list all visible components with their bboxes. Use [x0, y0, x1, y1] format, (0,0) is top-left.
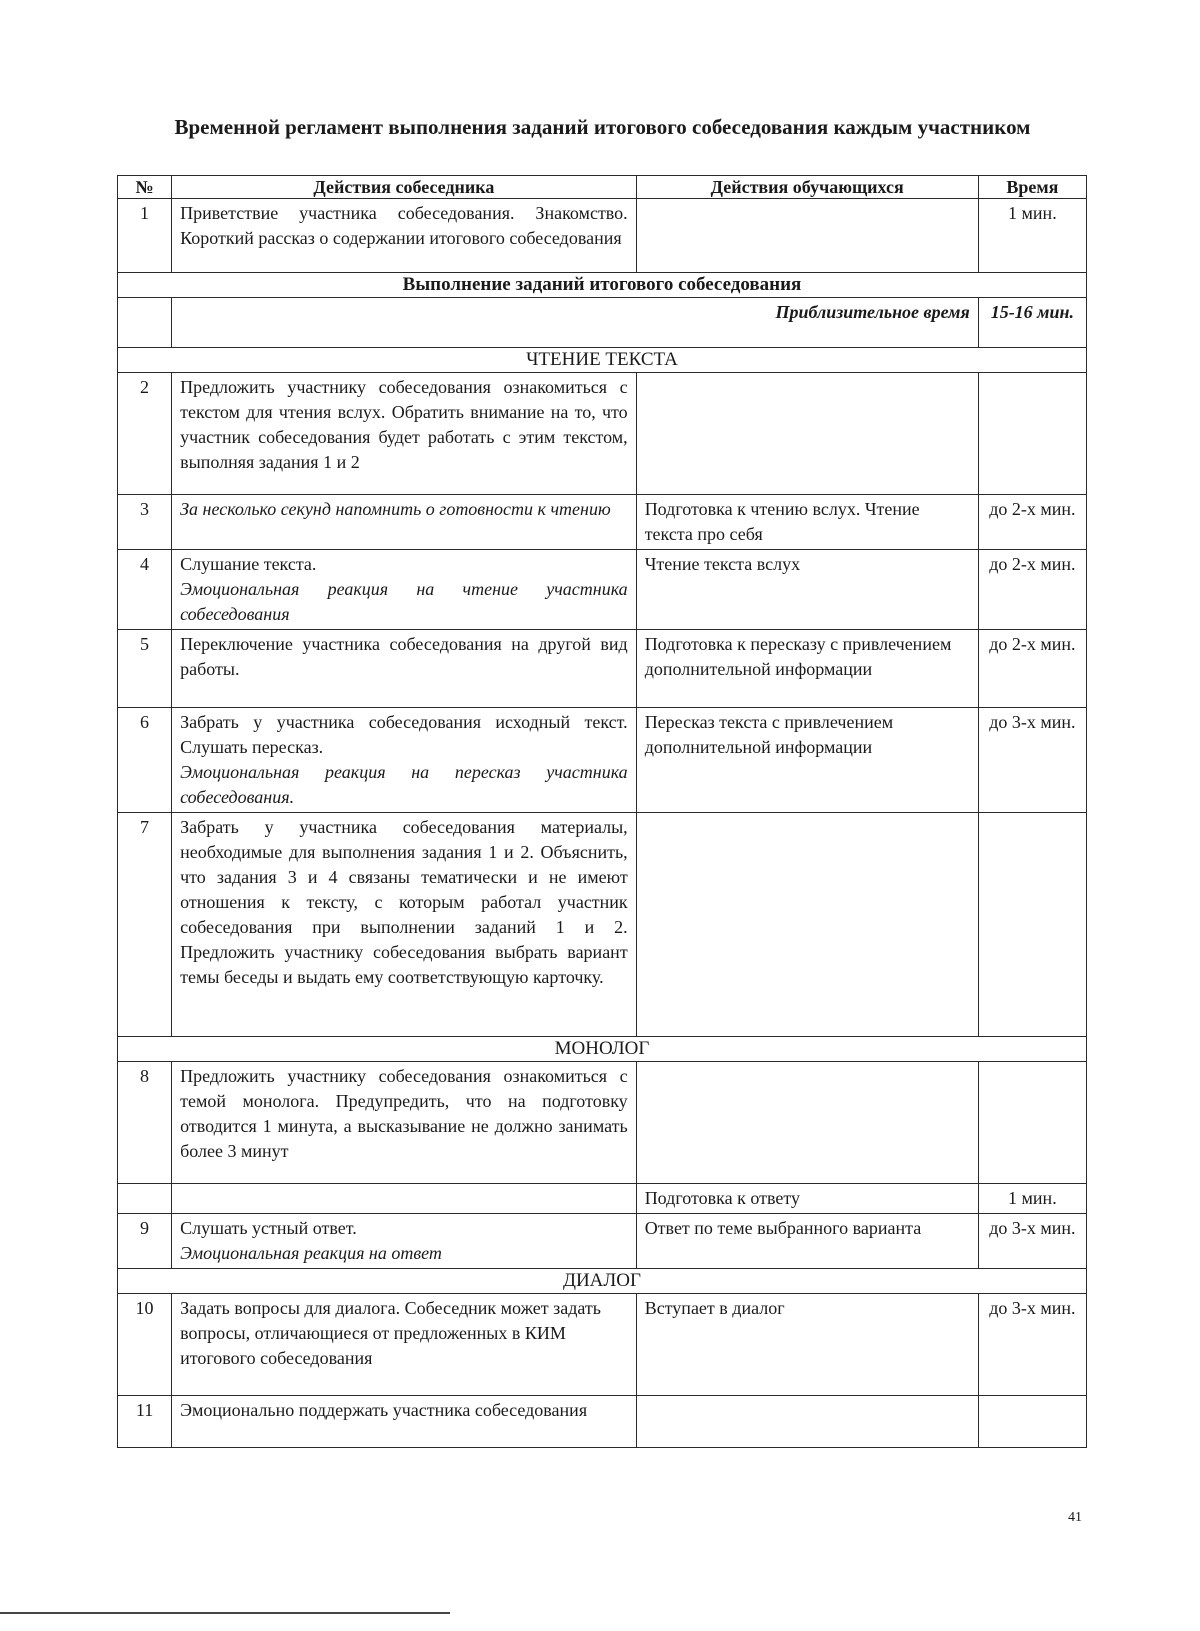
student-action: Чтение текста вслух: [636, 550, 978, 630]
row-number: 7: [118, 813, 172, 1037]
row-number: 1: [118, 199, 172, 273]
empty-cell: [118, 1184, 172, 1214]
row-number: 6: [118, 708, 172, 813]
page-title: Временной регламент выполнения заданий итогового собеседования каждым участником: [174, 115, 1031, 139]
time-cell: [978, 1396, 1086, 1448]
approx-time-value: 15-16 мин.: [978, 298, 1086, 348]
student-action: Подготовка к ответу: [636, 1184, 978, 1214]
table-row: [118, 550, 1087, 630]
time-cell: до 2-х мин.: [978, 495, 1086, 550]
student-action: [636, 373, 978, 495]
examiner-action-note: Эмоциональная реакция на пересказ участника собеседования.: [180, 762, 628, 807]
empty-cell: [172, 1184, 637, 1214]
schedule-table: [117, 175, 1087, 1448]
examiner-action-main: Слушать устный ответ.: [180, 1218, 357, 1238]
table-row: [118, 630, 1087, 708]
header-row: [118, 176, 1087, 199]
student-action: Вступает в диалог: [636, 1294, 978, 1396]
student-action: [636, 199, 978, 273]
section-heading-monologue: МОНОЛОГ: [118, 1037, 1087, 1062]
row-number: 11: [118, 1396, 172, 1448]
table-row: [118, 1214, 1087, 1269]
header-time: Время: [978, 176, 1086, 199]
empty-cell: [118, 298, 172, 348]
student-action: Ответ по теме выбранного варианта: [636, 1214, 978, 1269]
section-heading-tasks: Выполнение заданий итогового собеседования: [118, 273, 1087, 298]
page-number: 41: [1068, 1510, 1082, 1525]
row-number: 9: [118, 1214, 172, 1269]
examiner-action-note: Эмоциональная реакция на чтение участника собеседования: [180, 579, 628, 624]
row-number: 4: [118, 550, 172, 630]
section-row: [118, 273, 1087, 298]
section-row: [118, 1269, 1087, 1294]
time-cell: до 3-х мин.: [978, 708, 1086, 813]
table-row: [118, 495, 1087, 550]
student-action: Подготовка к чтению вслух. Чтение текста про себя: [636, 495, 978, 550]
row-number: 5: [118, 630, 172, 708]
section-heading-dialogue: ДИАЛОГ: [118, 1269, 1087, 1294]
row-number: 8: [118, 1062, 172, 1184]
examiner-action-main: Слушание текста.: [180, 554, 317, 574]
approx-time-label: Приблизительное время: [172, 298, 979, 348]
header-num: №: [118, 176, 172, 199]
examiner-action-note: Эмоциональная реакция на ответ: [180, 1243, 442, 1263]
student-action: [636, 1062, 978, 1184]
examiner-action: Задать вопросы для диалога. Собеседник может задать вопросы, отличающиеся от предложенных в КИМ итогового собеседования: [172, 1294, 637, 1396]
time-cell: до 3-х мин.: [978, 1214, 1086, 1269]
examiner-action: [172, 708, 637, 813]
time-cell: 1 мин.: [978, 199, 1086, 273]
examiner-action: Предложить участнику собеседования ознакомиться с темой монолога. Предупредить, что на подготовку отводится 1 минута, а высказывание не должно занимать более 3 минут: [172, 1062, 637, 1184]
header-examiner: Действия собеседника: [172, 176, 637, 199]
time-cell: до 2-х мин.: [978, 630, 1086, 708]
table-row: [118, 813, 1087, 1037]
examiner-action: За несколько секунд напомнить о готовности к чтению: [172, 495, 637, 550]
table-row: [118, 708, 1087, 813]
time-cell: [978, 1062, 1086, 1184]
examiner-action: [172, 1214, 637, 1269]
time-cell: [978, 813, 1086, 1037]
time-cell: до 2-х мин.: [978, 550, 1086, 630]
examiner-action: Переключение участника собеседования на другой вид работы.: [172, 630, 637, 708]
table-row: [118, 373, 1087, 495]
student-action: Пересказ текста с привлечением дополнительной информации: [636, 708, 978, 813]
section-row: [118, 1037, 1087, 1062]
row-number: 3: [118, 495, 172, 550]
student-action: [636, 1396, 978, 1448]
row-number: 10: [118, 1294, 172, 1396]
examiner-action: Забрать у участника собеседования материалы, необходимые для выполнения задания 1 и 2. Объяснить, что задания 3 и 4 связаны тематически и не имеют отношения к тексту, с которым работал участник собеседования при выполнении заданий 1 и 2. Предложить участнику собеседования выбрать вариант темы беседы и выдать ему соответствующую карточку.: [172, 813, 637, 1037]
examiner-action-main: Забрать у участника собеседования исходный текст. Слушать пересказ.: [180, 712, 628, 757]
examiner-action: Эмоционально поддержать участника собеседования: [172, 1396, 637, 1448]
time-cell: до 3-х мин.: [978, 1294, 1086, 1396]
section-row: [118, 348, 1087, 373]
table-row: [118, 1184, 1087, 1214]
time-cell: 1 мин.: [978, 1184, 1086, 1214]
section-heading-reading: ЧТЕНИЕ ТЕКСТА: [118, 348, 1087, 373]
table-row: [118, 1062, 1087, 1184]
student-action: [636, 813, 978, 1037]
bottom-rule: [0, 1612, 450, 1614]
examiner-action: [172, 550, 637, 630]
examiner-action: Приветствие участника собеседования. Знакомство. Короткий рассказ о содержании итогового собеседования: [172, 199, 637, 273]
student-action: Подготовка к пересказу с привлечением дополнительной информации: [636, 630, 978, 708]
table-row: [118, 1396, 1087, 1448]
table-row: [118, 298, 1087, 348]
table-row: [118, 1294, 1087, 1396]
table-row: [118, 199, 1087, 273]
examiner-action: Предложить участнику собеседования ознакомиться с текстом для чтения вслух. Обратить внимание на то, что участник собеседования будет работать с этим текстом, выполняя задания 1 и 2: [172, 373, 637, 495]
time-cell: [978, 373, 1086, 495]
header-student: Действия обучающихся: [636, 176, 978, 199]
row-number: 2: [118, 373, 172, 495]
